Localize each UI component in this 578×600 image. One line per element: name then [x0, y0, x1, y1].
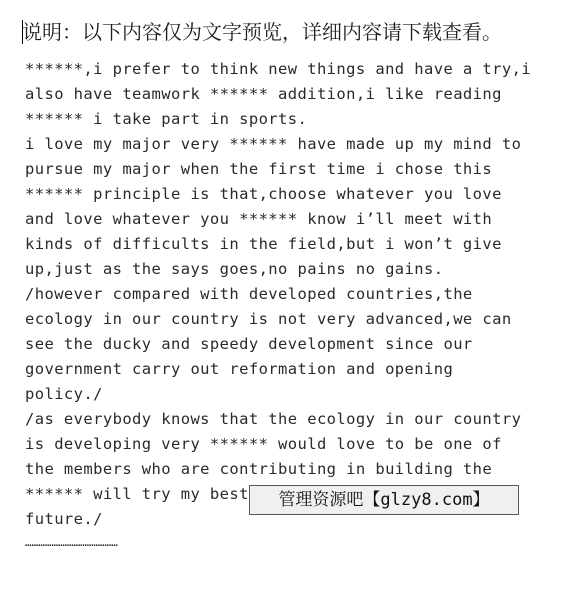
document-line: government carry out reformation and opening — [25, 360, 454, 378]
document-line: ****** i take part in sports. — [25, 110, 308, 128]
document-line: also have teamwork ****** addition,i like reading — [25, 85, 502, 103]
document-line: pursue my major when the first time i chose this — [25, 160, 493, 178]
document-line: see the ducky and speedy development since our — [25, 335, 473, 353]
document-line: ******,i prefer to think new things and have a try,i — [25, 60, 532, 78]
document-line: the members who are contributing in building the — [25, 460, 493, 478]
document-line: policy./ — [25, 385, 103, 403]
document-line: ****** will try my best — [25, 485, 249, 503]
document-line: kinds of difficults in the field,but i won’t give — [25, 235, 502, 253]
document-line: /as everybody knows that the ecology in our country — [25, 410, 522, 428]
document-line: and love whatever you ****** know i’ll meet with — [25, 210, 493, 228]
document-body — [25, 57, 565, 532]
preview-notice: 说明：以下内容仅为文字预览，详细内容请下载查看。 — [22, 20, 502, 44]
document-line: is developing very ****** would love to be one of — [25, 435, 502, 453]
document-line: up,just as the says goes,no pains no gains. — [25, 260, 444, 278]
watermark-box[interactable]: 管理资源吧【glzy8.com】 — [249, 485, 519, 515]
document-line: i love my major very ****** have made up my mind to — [25, 135, 522, 153]
document-line: ****** principle is that,choose whatever you love — [25, 185, 502, 203]
continuation-ellipsis: …………………………………… — [25, 536, 118, 549]
document-line: ecology in our country is not very advanced,we can — [25, 310, 512, 328]
document-line: /however compared with developed countries,the — [25, 285, 473, 303]
document-line: future./ — [25, 510, 103, 528]
